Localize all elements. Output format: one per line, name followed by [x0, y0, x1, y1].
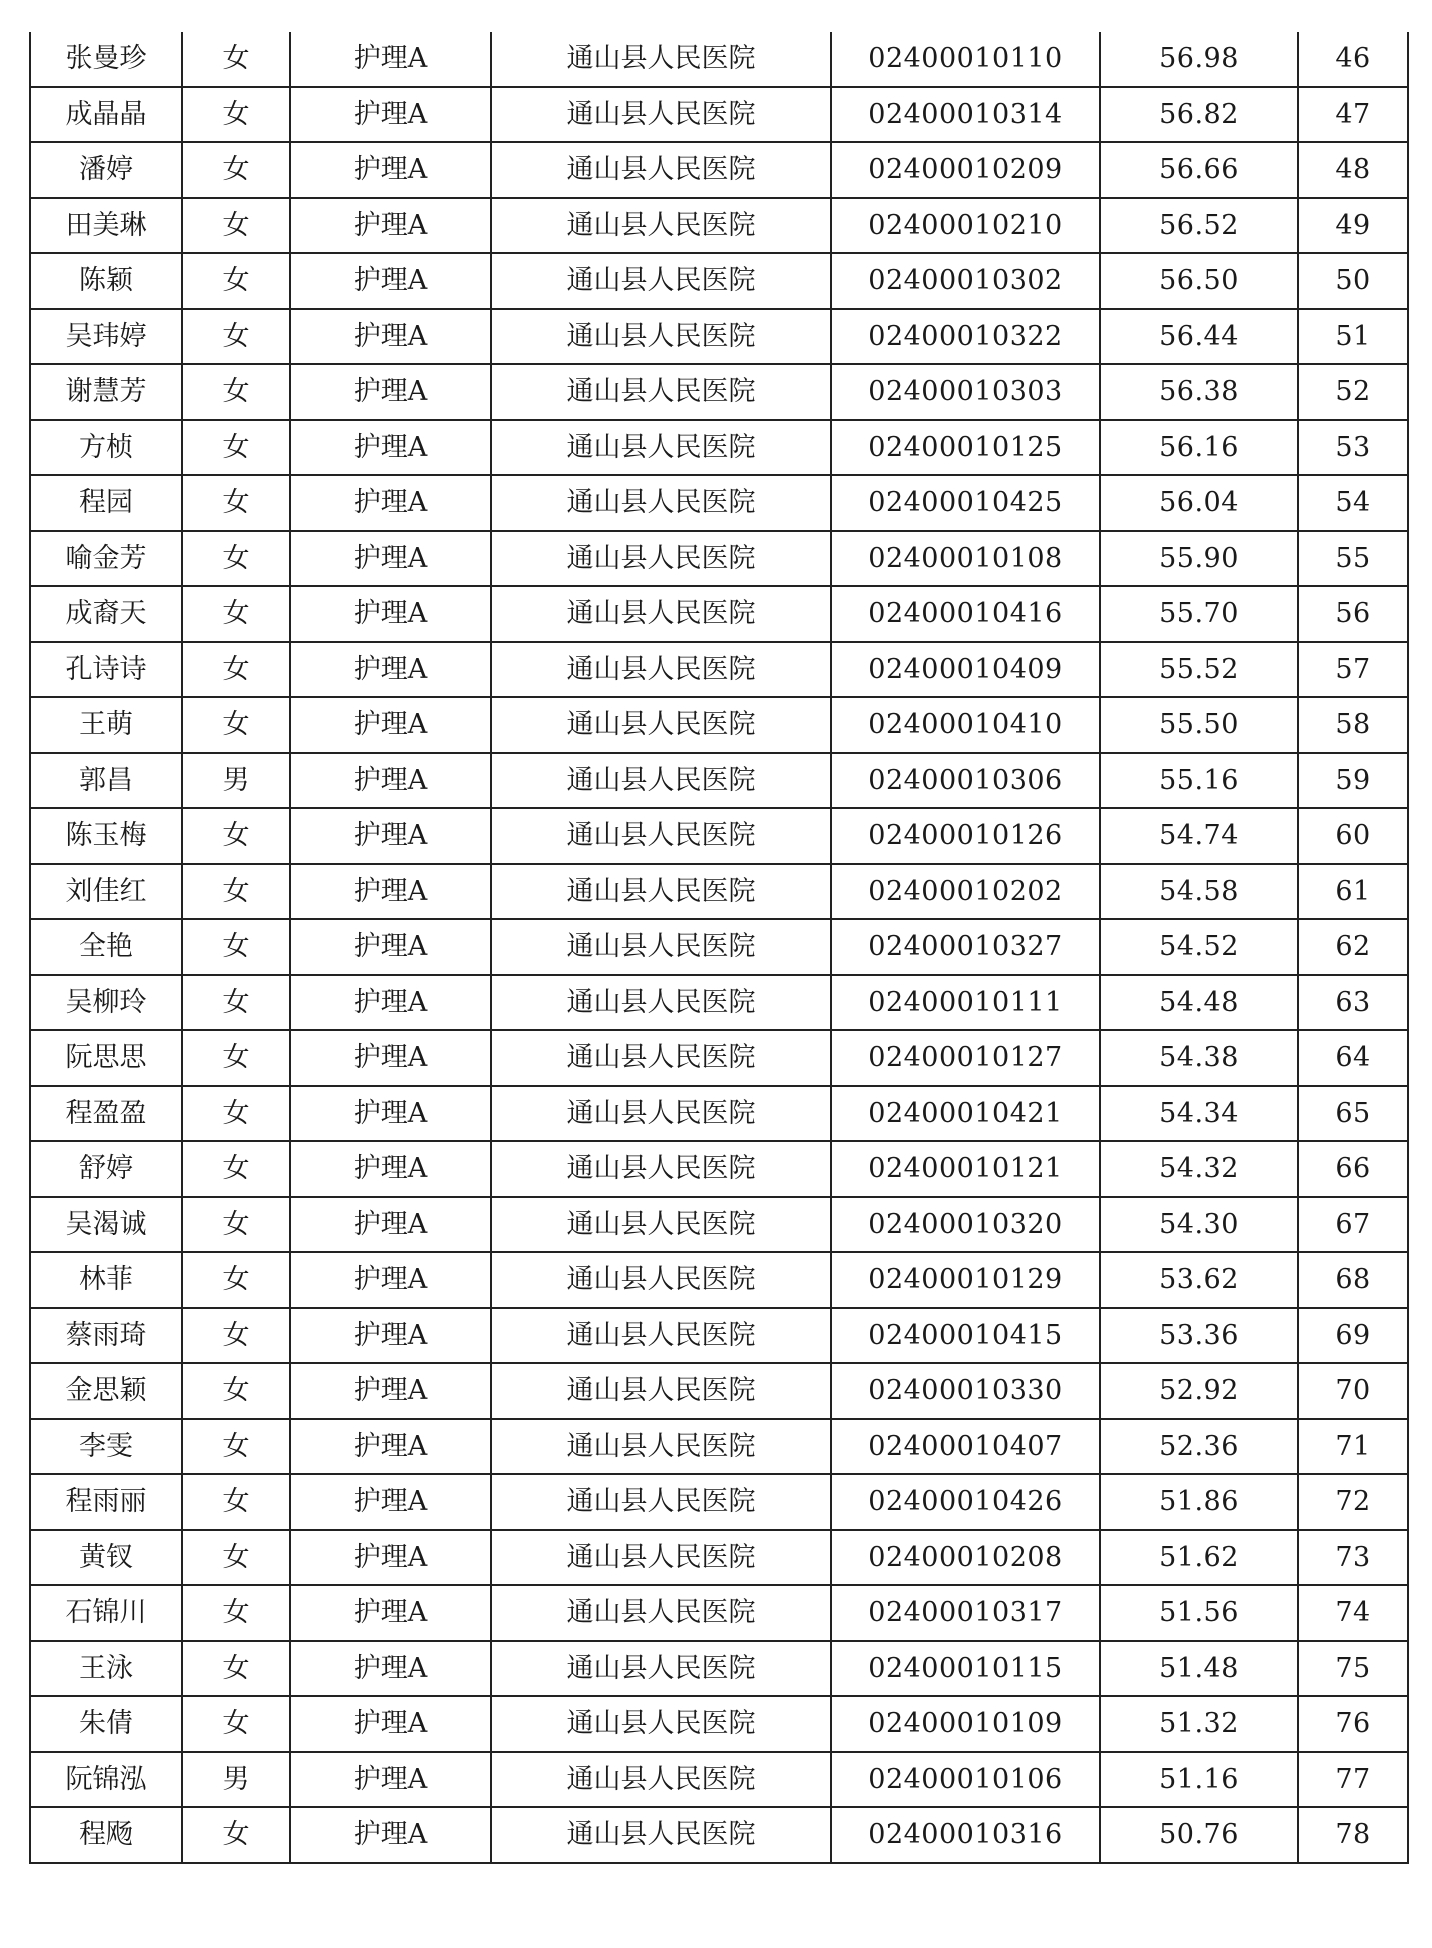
unit-cell: 通山县人民医院	[491, 1141, 831, 1197]
exam-number-cell: 02400010111	[831, 975, 1100, 1031]
score-cell: 52.92	[1100, 1363, 1298, 1419]
name-cell: 舒婷	[30, 1141, 182, 1197]
exam-number-cell: 02400010110	[831, 32, 1100, 87]
unit-cell: 通山县人民医院	[491, 364, 831, 420]
unit-cell: 通山县人民医院	[491, 753, 831, 809]
rank-cell: 64	[1298, 1030, 1408, 1086]
name-cell: 张曼珍	[30, 32, 182, 87]
score-cell: 54.30	[1100, 1197, 1298, 1253]
unit-cell: 通山县人民医院	[491, 1696, 831, 1752]
name-cell: 黄钗	[30, 1530, 182, 1586]
exam-number-cell: 02400010415	[831, 1308, 1100, 1364]
unit-cell: 通山县人民医院	[491, 531, 831, 587]
rank-cell: 72	[1298, 1474, 1408, 1530]
unit-cell: 通山县人民医院	[491, 642, 831, 698]
exam-number-cell: 02400010109	[831, 1696, 1100, 1752]
rank-cell: 54	[1298, 475, 1408, 531]
position-cell: 护理A	[290, 531, 491, 587]
name-cell: 全艳	[30, 919, 182, 975]
unit-cell: 通山县人民医院	[491, 697, 831, 753]
gender-cell: 女	[182, 808, 290, 864]
gender-cell: 女	[182, 364, 290, 420]
table-row	[30, 142, 1408, 198]
score-cell: 54.32	[1100, 1141, 1298, 1197]
rank-cell: 61	[1298, 864, 1408, 920]
score-cell: 51.48	[1100, 1641, 1298, 1697]
table-row	[30, 253, 1408, 309]
gender-cell: 女	[182, 142, 290, 198]
exam-number-cell: 02400010410	[831, 697, 1100, 753]
table-row	[30, 1197, 1408, 1253]
exam-number-cell: 02400010106	[831, 1752, 1100, 1808]
unit-cell: 通山县人民医院	[491, 975, 831, 1031]
position-cell: 护理A	[290, 697, 491, 753]
position-cell: 护理A	[290, 309, 491, 365]
gender-cell: 女	[182, 1363, 290, 1419]
rank-cell: 76	[1298, 1696, 1408, 1752]
gender-cell: 女	[182, 253, 290, 309]
table-row	[30, 1696, 1408, 1752]
score-cell: 55.50	[1100, 697, 1298, 753]
rank-cell: 73	[1298, 1530, 1408, 1586]
rank-cell: 66	[1298, 1141, 1408, 1197]
rank-cell: 55	[1298, 531, 1408, 587]
score-cell: 50.76	[1100, 1807, 1298, 1863]
unit-cell: 通山县人民医院	[491, 808, 831, 864]
exam-number-cell: 02400010303	[831, 364, 1100, 420]
table-row	[30, 309, 1408, 365]
score-cell: 54.52	[1100, 919, 1298, 975]
exam-number-cell: 02400010209	[831, 142, 1100, 198]
score-cell: 56.52	[1100, 198, 1298, 254]
position-cell: 护理A	[290, 864, 491, 920]
rank-cell: 59	[1298, 753, 1408, 809]
score-cell: 54.74	[1100, 808, 1298, 864]
gender-cell: 女	[182, 87, 290, 143]
name-cell: 金思颖	[30, 1363, 182, 1419]
rank-cell: 57	[1298, 642, 1408, 698]
position-cell: 护理A	[290, 642, 491, 698]
gender-cell: 女	[182, 309, 290, 365]
exam-number-cell: 02400010202	[831, 864, 1100, 920]
position-cell: 护理A	[290, 475, 491, 531]
rank-cell: 65	[1298, 1086, 1408, 1142]
name-cell: 阮锦泓	[30, 1752, 182, 1808]
position-cell: 护理A	[290, 1419, 491, 1475]
table-row	[30, 1585, 1408, 1641]
rank-cell: 62	[1298, 919, 1408, 975]
rank-cell: 69	[1298, 1308, 1408, 1364]
table-row	[30, 919, 1408, 975]
unit-cell: 通山县人民医院	[491, 142, 831, 198]
name-cell: 吴柳玲	[30, 975, 182, 1031]
score-cell: 56.66	[1100, 142, 1298, 198]
rank-cell: 60	[1298, 808, 1408, 864]
table-row	[30, 1030, 1408, 1086]
gender-cell: 女	[182, 586, 290, 642]
unit-cell: 通山县人民医院	[491, 32, 831, 87]
name-cell: 林菲	[30, 1252, 182, 1308]
exam-number-cell: 02400010115	[831, 1641, 1100, 1697]
gender-cell: 女	[182, 420, 290, 476]
exam-number-cell: 02400010108	[831, 531, 1100, 587]
unit-cell: 通山县人民医院	[491, 586, 831, 642]
gender-cell: 男	[182, 1752, 290, 1808]
exam-number-cell: 02400010121	[831, 1141, 1100, 1197]
rank-cell: 51	[1298, 309, 1408, 365]
gender-cell: 女	[182, 1030, 290, 1086]
rank-cell: 50	[1298, 253, 1408, 309]
exam-number-cell: 02400010407	[831, 1419, 1100, 1475]
name-cell: 方桢	[30, 420, 182, 476]
table-row	[30, 586, 1408, 642]
position-cell: 护理A	[290, 1252, 491, 1308]
exam-number-cell: 02400010316	[831, 1807, 1100, 1863]
score-cell: 55.16	[1100, 753, 1298, 809]
table-row	[30, 475, 1408, 531]
exam-number-cell: 02400010127	[831, 1030, 1100, 1086]
position-cell: 护理A	[290, 198, 491, 254]
unit-cell: 通山县人民医院	[491, 198, 831, 254]
position-cell: 护理A	[290, 142, 491, 198]
rank-cell: 63	[1298, 975, 1408, 1031]
position-cell: 护理A	[290, 975, 491, 1031]
unit-cell: 通山县人民医院	[491, 1030, 831, 1086]
rank-cell: 52	[1298, 364, 1408, 420]
score-cell: 56.16	[1100, 420, 1298, 476]
position-cell: 护理A	[290, 1807, 491, 1863]
table-row	[30, 864, 1408, 920]
name-cell: 程雨丽	[30, 1474, 182, 1530]
score-cell: 53.62	[1100, 1252, 1298, 1308]
exam-number-cell: 02400010125	[831, 420, 1100, 476]
score-cell: 56.04	[1100, 475, 1298, 531]
score-cell: 54.38	[1100, 1030, 1298, 1086]
position-cell: 护理A	[290, 1086, 491, 1142]
unit-cell: 通山县人民医院	[491, 475, 831, 531]
position-cell: 护理A	[290, 1308, 491, 1364]
table-row	[30, 1086, 1408, 1142]
name-cell: 郭昌	[30, 753, 182, 809]
position-cell: 护理A	[290, 32, 491, 87]
position-cell: 护理A	[290, 420, 491, 476]
position-cell: 护理A	[290, 1585, 491, 1641]
table-row	[30, 1252, 1408, 1308]
name-cell: 程飏	[30, 1807, 182, 1863]
exam-number-cell: 02400010416	[831, 586, 1100, 642]
unit-cell: 通山县人民医院	[491, 253, 831, 309]
table-row	[30, 1641, 1408, 1697]
unit-cell: 通山县人民医院	[491, 420, 831, 476]
name-cell: 阮思思	[30, 1030, 182, 1086]
score-cell: 56.82	[1100, 87, 1298, 143]
gender-cell: 女	[182, 1530, 290, 1586]
gender-cell: 女	[182, 475, 290, 531]
table-row	[30, 420, 1408, 476]
score-cell: 53.36	[1100, 1308, 1298, 1364]
unit-cell: 通山县人民医院	[491, 1086, 831, 1142]
name-cell: 喻金芳	[30, 531, 182, 587]
score-cell: 54.34	[1100, 1086, 1298, 1142]
position-cell: 护理A	[290, 919, 491, 975]
position-cell: 护理A	[290, 808, 491, 864]
name-cell: 王萌	[30, 697, 182, 753]
gender-cell: 男	[182, 753, 290, 809]
unit-cell: 通山县人民医院	[491, 1363, 831, 1419]
unit-cell: 通山县人民医院	[491, 1419, 831, 1475]
table-row	[30, 1141, 1408, 1197]
unit-cell: 通山县人民医院	[491, 309, 831, 365]
score-cell: 56.38	[1100, 364, 1298, 420]
position-cell: 护理A	[290, 87, 491, 143]
score-cell: 56.50	[1100, 253, 1298, 309]
exam-number-cell: 02400010330	[831, 1363, 1100, 1419]
exam-number-cell: 02400010314	[831, 87, 1100, 143]
table-row	[30, 32, 1408, 87]
position-cell: 护理A	[290, 586, 491, 642]
name-cell: 蔡雨琦	[30, 1308, 182, 1364]
gender-cell: 女	[182, 975, 290, 1031]
name-cell: 成裔天	[30, 586, 182, 642]
name-cell: 谢慧芳	[30, 364, 182, 420]
position-cell: 护理A	[290, 1696, 491, 1752]
name-cell: 成晶晶	[30, 87, 182, 143]
name-cell: 朱倩	[30, 1696, 182, 1752]
gender-cell: 女	[182, 919, 290, 975]
exam-number-cell: 02400010327	[831, 919, 1100, 975]
table-row	[30, 87, 1408, 143]
gender-cell: 女	[182, 1807, 290, 1863]
name-cell: 潘婷	[30, 142, 182, 198]
score-cell: 51.62	[1100, 1530, 1298, 1586]
score-cell: 51.32	[1100, 1696, 1298, 1752]
unit-cell: 通山县人民医院	[491, 87, 831, 143]
name-cell: 王泳	[30, 1641, 182, 1697]
unit-cell: 通山县人民医院	[491, 1641, 831, 1697]
name-cell: 田美琳	[30, 198, 182, 254]
gender-cell: 女	[182, 1696, 290, 1752]
unit-cell: 通山县人民医院	[491, 919, 831, 975]
name-cell: 吴玮婷	[30, 309, 182, 365]
gender-cell: 女	[182, 1419, 290, 1475]
unit-cell: 通山县人民医院	[491, 1752, 831, 1808]
exam-number-cell: 02400010126	[831, 808, 1100, 864]
table-row	[30, 1363, 1408, 1419]
gender-cell: 女	[182, 1474, 290, 1530]
gender-cell: 女	[182, 1252, 290, 1308]
gender-cell: 女	[182, 531, 290, 587]
unit-cell: 通山县人民医院	[491, 1308, 831, 1364]
results-table	[29, 32, 1409, 1864]
unit-cell: 通山县人民医院	[491, 1474, 831, 1530]
score-cell: 54.48	[1100, 975, 1298, 1031]
position-cell: 护理A	[290, 1141, 491, 1197]
unit-cell: 通山县人民医院	[491, 1197, 831, 1253]
exam-number-cell: 02400010322	[831, 309, 1100, 365]
rank-cell: 48	[1298, 142, 1408, 198]
table-row	[30, 364, 1408, 420]
exam-number-cell: 02400010302	[831, 253, 1100, 309]
score-cell: 55.90	[1100, 531, 1298, 587]
unit-cell: 通山县人民医院	[491, 1252, 831, 1308]
score-cell: 56.98	[1100, 32, 1298, 87]
table-row	[30, 1308, 1408, 1364]
table-row	[30, 1419, 1408, 1475]
name-cell: 吴渴诚	[30, 1197, 182, 1253]
score-cell: 54.58	[1100, 864, 1298, 920]
rank-cell: 56	[1298, 586, 1408, 642]
gender-cell: 女	[182, 1585, 290, 1641]
gender-cell: 女	[182, 32, 290, 87]
gender-cell: 女	[182, 864, 290, 920]
gender-cell: 女	[182, 1308, 290, 1364]
score-cell: 55.52	[1100, 642, 1298, 698]
name-cell: 程盈盈	[30, 1086, 182, 1142]
score-cell: 52.36	[1100, 1419, 1298, 1475]
rank-cell: 46	[1298, 32, 1408, 87]
table-row	[30, 975, 1408, 1031]
table-body	[30, 32, 1408, 1863]
exam-number-cell: 02400010129	[831, 1252, 1100, 1308]
unit-cell: 通山县人民医院	[491, 864, 831, 920]
position-cell: 护理A	[290, 1641, 491, 1697]
position-cell: 护理A	[290, 753, 491, 809]
exam-number-cell: 02400010409	[831, 642, 1100, 698]
exam-number-cell: 02400010426	[831, 1474, 1100, 1530]
gender-cell: 女	[182, 1141, 290, 1197]
name-cell: 陈玉梅	[30, 808, 182, 864]
unit-cell: 通山县人民医院	[491, 1585, 831, 1641]
table-row	[30, 1474, 1408, 1530]
score-cell: 51.56	[1100, 1585, 1298, 1641]
table-row	[30, 1807, 1408, 1863]
score-cell: 51.86	[1100, 1474, 1298, 1530]
unit-cell: 通山县人民医院	[491, 1807, 831, 1863]
unit-cell: 通山县人民医院	[491, 1530, 831, 1586]
rank-cell: 67	[1298, 1197, 1408, 1253]
score-cell: 55.70	[1100, 586, 1298, 642]
gender-cell: 女	[182, 198, 290, 254]
table-row	[30, 1530, 1408, 1586]
name-cell: 陈颖	[30, 253, 182, 309]
exam-number-cell: 02400010320	[831, 1197, 1100, 1253]
position-cell: 护理A	[290, 1197, 491, 1253]
gender-cell: 女	[182, 1641, 290, 1697]
position-cell: 护理A	[290, 1474, 491, 1530]
table-row	[30, 531, 1408, 587]
gender-cell: 女	[182, 1086, 290, 1142]
rank-cell: 77	[1298, 1752, 1408, 1808]
position-cell: 护理A	[290, 1752, 491, 1808]
exam-number-cell: 02400010425	[831, 475, 1100, 531]
rank-cell: 58	[1298, 697, 1408, 753]
table-row	[30, 697, 1408, 753]
rank-cell: 74	[1298, 1585, 1408, 1641]
table-row	[30, 753, 1408, 809]
position-cell: 护理A	[290, 253, 491, 309]
gender-cell: 女	[182, 1197, 290, 1253]
rank-cell: 70	[1298, 1363, 1408, 1419]
rank-cell: 75	[1298, 1641, 1408, 1697]
table-row	[30, 198, 1408, 254]
name-cell: 石锦川	[30, 1585, 182, 1641]
rank-cell: 53	[1298, 420, 1408, 476]
name-cell: 刘佳红	[30, 864, 182, 920]
table-row	[30, 642, 1408, 698]
exam-number-cell: 02400010317	[831, 1585, 1100, 1641]
exam-number-cell: 02400010210	[831, 198, 1100, 254]
name-cell: 孔诗诗	[30, 642, 182, 698]
table-row	[30, 1752, 1408, 1808]
gender-cell: 女	[182, 642, 290, 698]
rank-cell: 68	[1298, 1252, 1408, 1308]
score-cell: 56.44	[1100, 309, 1298, 365]
table-row	[30, 808, 1408, 864]
rank-cell: 78	[1298, 1807, 1408, 1863]
position-cell: 护理A	[290, 364, 491, 420]
rank-cell: 47	[1298, 87, 1408, 143]
rank-cell: 71	[1298, 1419, 1408, 1475]
position-cell: 护理A	[290, 1030, 491, 1086]
gender-cell: 女	[182, 697, 290, 753]
exam-number-cell: 02400010208	[831, 1530, 1100, 1586]
position-cell: 护理A	[290, 1530, 491, 1586]
name-cell: 程园	[30, 475, 182, 531]
score-cell: 51.16	[1100, 1752, 1298, 1808]
rank-cell: 49	[1298, 198, 1408, 254]
exam-number-cell: 02400010306	[831, 753, 1100, 809]
name-cell: 李雯	[30, 1419, 182, 1475]
exam-number-cell: 02400010421	[831, 1086, 1100, 1142]
position-cell: 护理A	[290, 1363, 491, 1419]
